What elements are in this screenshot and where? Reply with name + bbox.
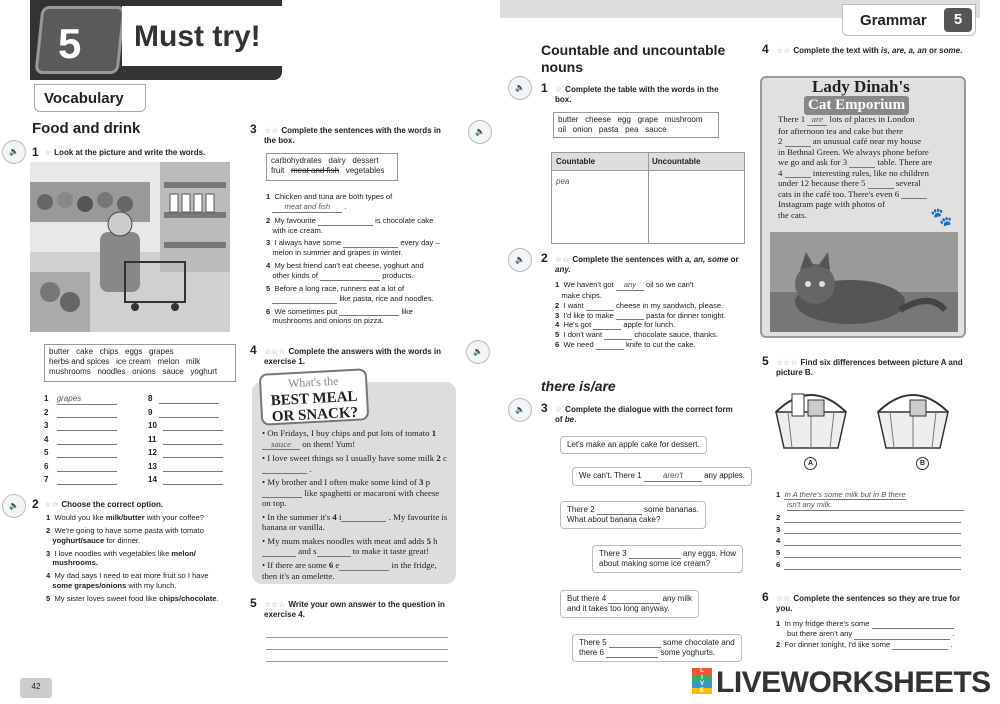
star-icon: ☆ — [44, 148, 52, 157]
answer-field[interactable] — [163, 476, 223, 485]
answer-field[interactable] — [597, 506, 642, 515]
page-number-tab: 42 — [20, 678, 52, 698]
answer-field[interactable] — [163, 422, 223, 431]
speaker-icon[interactable]: 🔈 — [2, 140, 26, 164]
answer-field[interactable] — [608, 595, 660, 604]
countable-word-box: butter cheese egg grape mushroom oil onion pasta pea sauce — [553, 112, 719, 138]
option-choice[interactable]: milk/butter — [105, 513, 145, 522]
ex2-instruction: ☆☆ Choose the correct option. — [44, 500, 164, 509]
countable-col-header: Countable — [556, 157, 596, 166]
answer-field[interactable] — [339, 307, 399, 316]
ex2-items: 1 Would you like milk/butter with your coffee? 2 We're going to have some pasta with tomato yoghurt/sauce for dinner. 3 I love noodles with vegetables like melon/ mushrooms. 4 My dad says I need to eat more fruit so I have some grapes/onions with my lunch. 5 My sister loves sweet food like chips/chocolate. — [46, 513, 219, 604]
unit-title: Must try! — [134, 20, 261, 53]
speaker-icon[interactable]: 🔈 — [2, 494, 26, 518]
answer-field[interactable] — [784, 549, 961, 558]
picture-b-label: B — [916, 457, 929, 470]
there-instruction: ☆ Complete the dialogue with the correct form of be. — [555, 405, 733, 424]
answer-field[interactable] — [317, 548, 351, 557]
answer-field[interactable] — [785, 169, 811, 178]
ex1-answer-1[interactable]: grapes — [57, 394, 117, 405]
ex4-bullets: • On Fridays, I buy chips and put lots of tomato 1 sauce on them! Yum! • I love sweet things so I usually have some milk 2 c . • My brother and I often make some kind of 3 p like spaghetti or macaroni with cheese on top. • In the summer it's 4 i . My favourite is banana or vanilla. • My mum makes noodles with meat and adds 5 h and s to make it taste great! • If there are some 6 e in the fridge, then it's an omelette. — [262, 428, 448, 581]
grammar-label: Grammar — [860, 12, 927, 29]
answer-field[interactable] — [57, 463, 117, 472]
vocabulary-tab: Vocabulary — [34, 84, 146, 112]
dialogue-bubble: There 3 any eggs. How about making some ice cream? — [592, 545, 743, 573]
answer-field[interactable] — [892, 641, 948, 650]
answer-field[interactable] — [341, 513, 386, 522]
ex3-number: 3 — [250, 122, 257, 136]
ex5right-answers: 1 In A there's some milk but in B there isn't any milk. 2 3 4 5 6 — [776, 490, 966, 570]
cafe-title-1: Lady Dinah's — [812, 77, 910, 96]
speaker-icon[interactable]: 🔈 — [466, 340, 490, 364]
answer-field[interactable] — [784, 561, 961, 570]
ex4right-instruction: ☆☆ Complete the text with is, are, a, an or some. — [776, 46, 963, 55]
ex6-items: 1 In my fridge there's some but there aren't any . 2 For dinner tonight, I'd like some . — [776, 619, 955, 649]
ex5-writing-lines[interactable] — [266, 626, 448, 662]
ex2mid-items: 1 We haven't got any oil so we can't make chips. 2 I want cheese in my sandwich, please. 3 I'd like to make pasta for dinner tonight. 4 He's got apple for lunch. 5 I don't want chocolate sauce, thanks. 6 We need knife to cut the cake. — [555, 280, 726, 350]
basket-a-illustration — [768, 382, 854, 452]
food-and-drink-heading: Food and drink — [32, 120, 141, 137]
answer-field[interactable] — [57, 449, 117, 458]
answer-field[interactable] — [163, 449, 223, 458]
countable-heading: Countable and uncountable nouns — [541, 42, 726, 75]
there-number: 3 — [541, 401, 548, 415]
speaker-icon[interactable]: 🔈 — [508, 248, 532, 272]
ex5-instruction: ☆☆☆ Write your own answer to the question in exercise 4. — [264, 600, 445, 619]
answer-field[interactable] — [872, 620, 954, 629]
answer-field[interactable] — [849, 159, 875, 168]
ex5right-answer-1[interactable]: In A there's some milk but in B there — [784, 490, 906, 499]
ex3-instruction: ☆☆ Complete the sentences with the words in the box. — [264, 126, 441, 145]
countable-example: pea — [556, 177, 570, 186]
answer-field[interactable] — [596, 341, 624, 350]
answer-field[interactable] — [901, 190, 927, 199]
dialogue-bubble: There 2 some bananas. What about banana cake? — [560, 501, 706, 529]
countable-ex1-number: 1 — [541, 81, 548, 95]
ex3-answer-1[interactable]: meat and fish — [272, 202, 342, 213]
ex4-number: 4 — [250, 343, 257, 357]
answer-field[interactable] — [609, 639, 661, 648]
picture-a-label: A — [804, 457, 817, 470]
ex1-number: 1 — [32, 145, 39, 159]
liveworksheets-logo-icon: L I V E — [692, 668, 712, 694]
ex4right-number: 4 — [762, 42, 769, 56]
supermarket-illustration — [30, 162, 230, 332]
ex5right-instruction: ☆☆☆ Find six differences between picture A and picture B. — [776, 358, 963, 377]
answer-field[interactable] — [262, 489, 302, 498]
answer-field[interactable] — [57, 436, 117, 445]
answer-field[interactable] — [318, 217, 373, 226]
answer-field[interactable] — [57, 422, 117, 431]
answer-field[interactable] — [320, 272, 380, 281]
answer-field[interactable] — [159, 409, 219, 418]
there-heading: there is/are — [541, 378, 616, 394]
ex5right-number: 5 — [762, 354, 769, 368]
ex1-answers-left: 1 grapes 2 3 4 5 6 7 — [44, 394, 124, 489]
answer-field[interactable] — [343, 239, 398, 248]
ex5-number: 5 — [250, 596, 257, 610]
dialogue-bubble: But there 4 any milk and it takes too long anyway. — [560, 590, 699, 618]
answer-field[interactable] — [629, 550, 681, 559]
basket-b-illustration — [870, 382, 956, 452]
speaker-icon[interactable]: 🔈 — [468, 120, 492, 144]
cafe-title-2: Cat Emporium — [804, 96, 909, 115]
ex2-number: 2 — [32, 497, 39, 511]
ex1-instruction: ☆ Look at the picture and write the words. — [44, 148, 206, 157]
ex2mid-number: 2 — [541, 251, 548, 265]
ex6-instruction: ☆☆ Complete the sentences so they are true for you. — [776, 594, 961, 613]
answer-field[interactable] — [616, 311, 644, 320]
answer-field[interactable] — [784, 514, 961, 523]
option-choice[interactable]: melon/ — [171, 548, 196, 558]
there-answer-1[interactable]: aren't — [644, 471, 702, 482]
unit-number: 5 — [58, 20, 82, 67]
option-choice[interactable]: mushrooms. — [52, 558, 98, 568]
paw-icon: 🐾 — [930, 207, 953, 227]
ex1-answers-right: 8 9 10 11 12 13 14 — [148, 394, 228, 489]
answer-field[interactable] — [785, 138, 811, 147]
answer-field[interactable] — [262, 548, 296, 557]
answer-field[interactable] — [57, 476, 117, 485]
answer-field[interactable] — [604, 331, 632, 340]
dialogue-bubble: There 5 some chocolate and there 6 some yoghurts. — [572, 634, 742, 662]
answer-field[interactable] — [339, 562, 389, 571]
cafe-text: There 1 are lots of places in London for afternoon tea and cake but there 2 an unusual café near my house in Bethnal Green. We always phone before we go and ask for 3 table. There are 4 interesting rules, like no children under 12 because there 5 several cats in the café too. There's even 6 Instagram page with photos of the cats. — [778, 114, 933, 220]
answer-field[interactable] — [163, 463, 223, 472]
answer-field[interactable] — [57, 409, 117, 418]
answer-field[interactable] — [586, 302, 614, 311]
dialogue-bubble: Let's make an apple cake for dessert. — [560, 436, 707, 454]
ex3-items: 1 Chicken and tuna are both types of meat and fish . 2 My favourite is chocolate cake with ice cream. 3 I always have some every day – melon in summer and grapes in winter. 4 My best friend can't eat cheese, yoghurt and other kinds of products. 5 Before a long race, runners eat a lot of like pasta, rice and noodles. 6 We sometimes put like mushrooms and onions on pizza. — [266, 192, 440, 326]
ex4-banner: What's the BEST MEAL OR SNACK? — [259, 368, 370, 426]
ex2mid-instruction: ☆☆ Complete the sentences with a, an, some or any. — [555, 255, 739, 274]
answer-field[interactable] — [868, 180, 894, 189]
cat-photo — [770, 232, 958, 332]
answer-field[interactable] — [262, 465, 307, 474]
answer-field[interactable] — [784, 525, 961, 534]
ex4-answer-1[interactable]: sauce — [262, 439, 300, 451]
countable-table — [551, 152, 745, 244]
cafe-answer-1[interactable]: are — [807, 114, 827, 126]
answer-field[interactable] — [593, 321, 621, 330]
option-choice[interactable]: yoghurt/sauce — [52, 535, 105, 545]
ex6-number: 6 — [762, 590, 769, 604]
dialogue-bubble: We can't. There 1 aren't any apples. — [572, 467, 752, 486]
answer-field[interactable] — [784, 537, 961, 546]
answer-field[interactable] — [606, 649, 658, 658]
uncountable-col-header: Uncountable — [652, 157, 701, 166]
ex2mid-answer-1[interactable]: any — [616, 280, 644, 291]
liveworksheets-watermark: LIVEWORKSHEETS — [716, 666, 991, 699]
speaker-icon[interactable]: 🔈 — [508, 76, 532, 100]
ex3-word-box: carbohydrates dairy dessert fruit meat and fish vegetables — [266, 153, 398, 181]
answer-field[interactable] — [272, 295, 337, 304]
answer-field[interactable] — [854, 631, 950, 640]
ex4-instruction: ☆☆☆ Complete the answers with the words in exercise 1. — [264, 347, 441, 366]
answer-field[interactable] — [163, 436, 223, 445]
option-choice[interactable]: chips/chocolate — [159, 594, 217, 604]
answer-field[interactable] — [159, 395, 219, 404]
speaker-icon[interactable]: 🔈 — [508, 398, 532, 422]
countable-ex1-instruction: ☆ Complete the table with the words in the box. — [555, 85, 719, 104]
option-choice[interactable]: some grapes/onions — [52, 581, 127, 591]
grammar-unit-badge: 5 — [944, 8, 972, 32]
ex1-word-box: butter cake chips eggs grapes herbs and spices ice cream melon milk mushrooms noodles onions sauce yoghurt — [44, 344, 236, 382]
